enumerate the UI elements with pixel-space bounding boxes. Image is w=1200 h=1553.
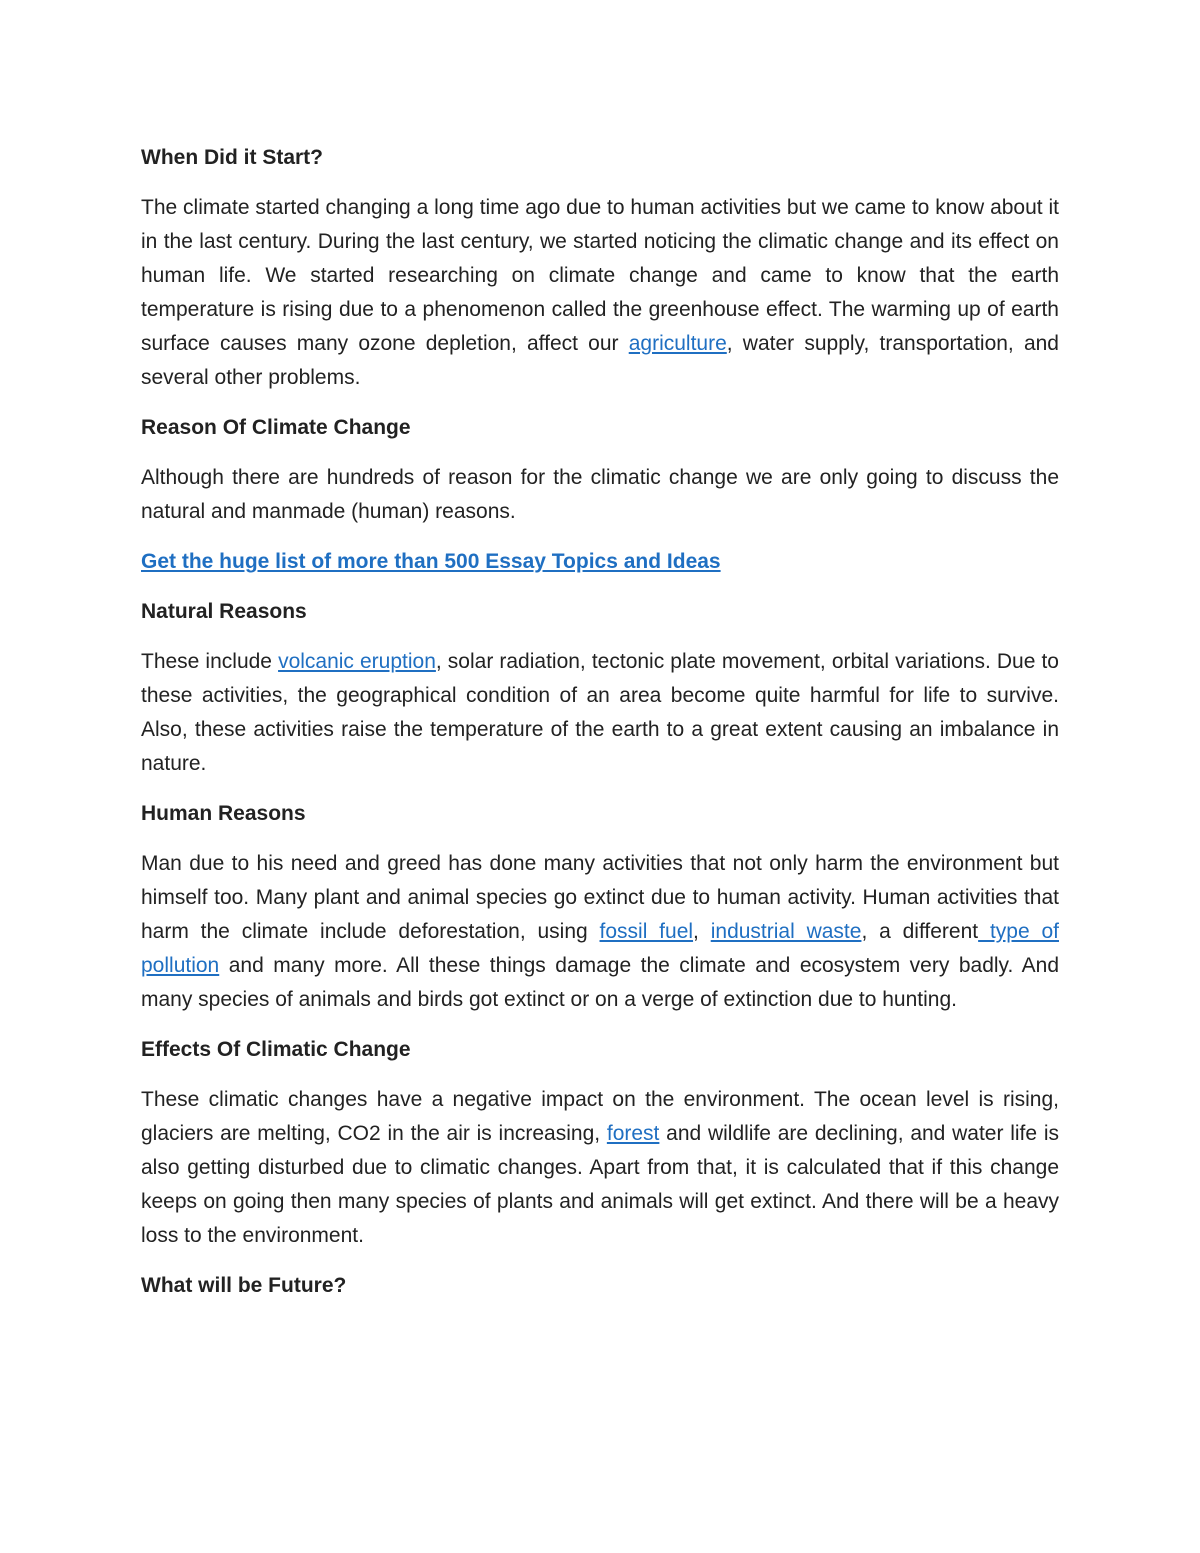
volcanic-eruption-link[interactable]: volcanic eruption <box>278 650 436 673</box>
paragraph-text: The climate started changing a long time ago due to human activities but we came to know about it in the last century. During the last century, we started noticing the climatic change and its effect on human life. We started researching on climate change and came to know that the earth temperature is rising due to a phenomenon called the greenhouse effect. The warming up of earth surface causes many ozone depletion, affect our <box>141 196 1059 355</box>
essay-topics-cta <box>141 545 1059 579</box>
paragraph-when-did-it-start <box>141 191 1059 395</box>
paragraph-text: These climatic changes have a negative impact on the environment. The ocean level is rising, glaciers are melting, CO2 in the air is increasing, <box>141 1088 1059 1145</box>
paragraph-human-reasons <box>141 847 1059 1017</box>
agriculture-link[interactable]: agriculture <box>628 332 727 355</box>
paragraph-text: These include <box>141 650 279 673</box>
paragraph-text: , <box>693 920 711 943</box>
forest-link[interactable]: forest <box>606 1122 660 1145</box>
heading-natural-reasons: Natural Reasons <box>141 600 307 623</box>
heading-when-did-it-start: When Did it Start? <box>141 146 323 169</box>
paragraph-text: , solar radiation, tectonic plate movement, orbital variations. Due to these activities, the geographical condition of an area become quite harmful for life to survive. Also, these activities raise the temperature of the earth to a great extent causing an imbalance in nature. <box>141 650 1059 775</box>
paragraph-reason-of-climate-change: Although there are hundreds of reason for the climatic change we are only going to discuss the natural and manmade (human) reasons. <box>141 466 1059 523</box>
industrial-waste-link[interactable]: industrial waste <box>710 920 862 943</box>
fossil-fuel-link[interactable]: fossil fuel <box>599 920 694 943</box>
essay-topics-link[interactable]: Get the huge list of more than 500 Essay Topics and Ideas <box>141 550 721 573</box>
paragraph-text: and many more. All these things damage the climate and ecosystem very badly. And many species of animals and birds got extinct or on a verge of extinction due to hunting. <box>141 954 1059 1011</box>
type-of-pollution-link[interactable]: type of pollution <box>141 920 1059 977</box>
heading-what-will-be-future: What will be Future? <box>141 1274 347 1297</box>
paragraph-effects-of-climatic-change <box>141 1083 1059 1253</box>
document-body <box>141 141 1059 1319</box>
paragraph-text: and wildlife are declining, and water life is also getting disturbed due to climatic changes. Apart from that, it is calculated that if this change keeps on going then many species of plants and animals will get extinct. And there will be a heavy loss to the environment. <box>141 1122 1059 1247</box>
heading-effects-of-climatic-change: Effects Of Climatic Change <box>141 1038 411 1061</box>
heading-reason-of-climate-change: Reason Of Climate Change <box>141 416 411 439</box>
paragraph-text: , water supply, transportation, and several other problems. <box>141 332 1059 389</box>
heading-human-reasons: Human Reasons <box>141 802 306 825</box>
paragraph-text: , a different <box>861 920 979 943</box>
paragraph-natural-reasons <box>141 645 1059 781</box>
paragraph-text: Man due to his need and greed has done many activities that not only harm the environment but himself too. Many plant and animal species go extinct due to human activity. Human activities that harm the climate include deforestation, using <box>141 852 1059 943</box>
